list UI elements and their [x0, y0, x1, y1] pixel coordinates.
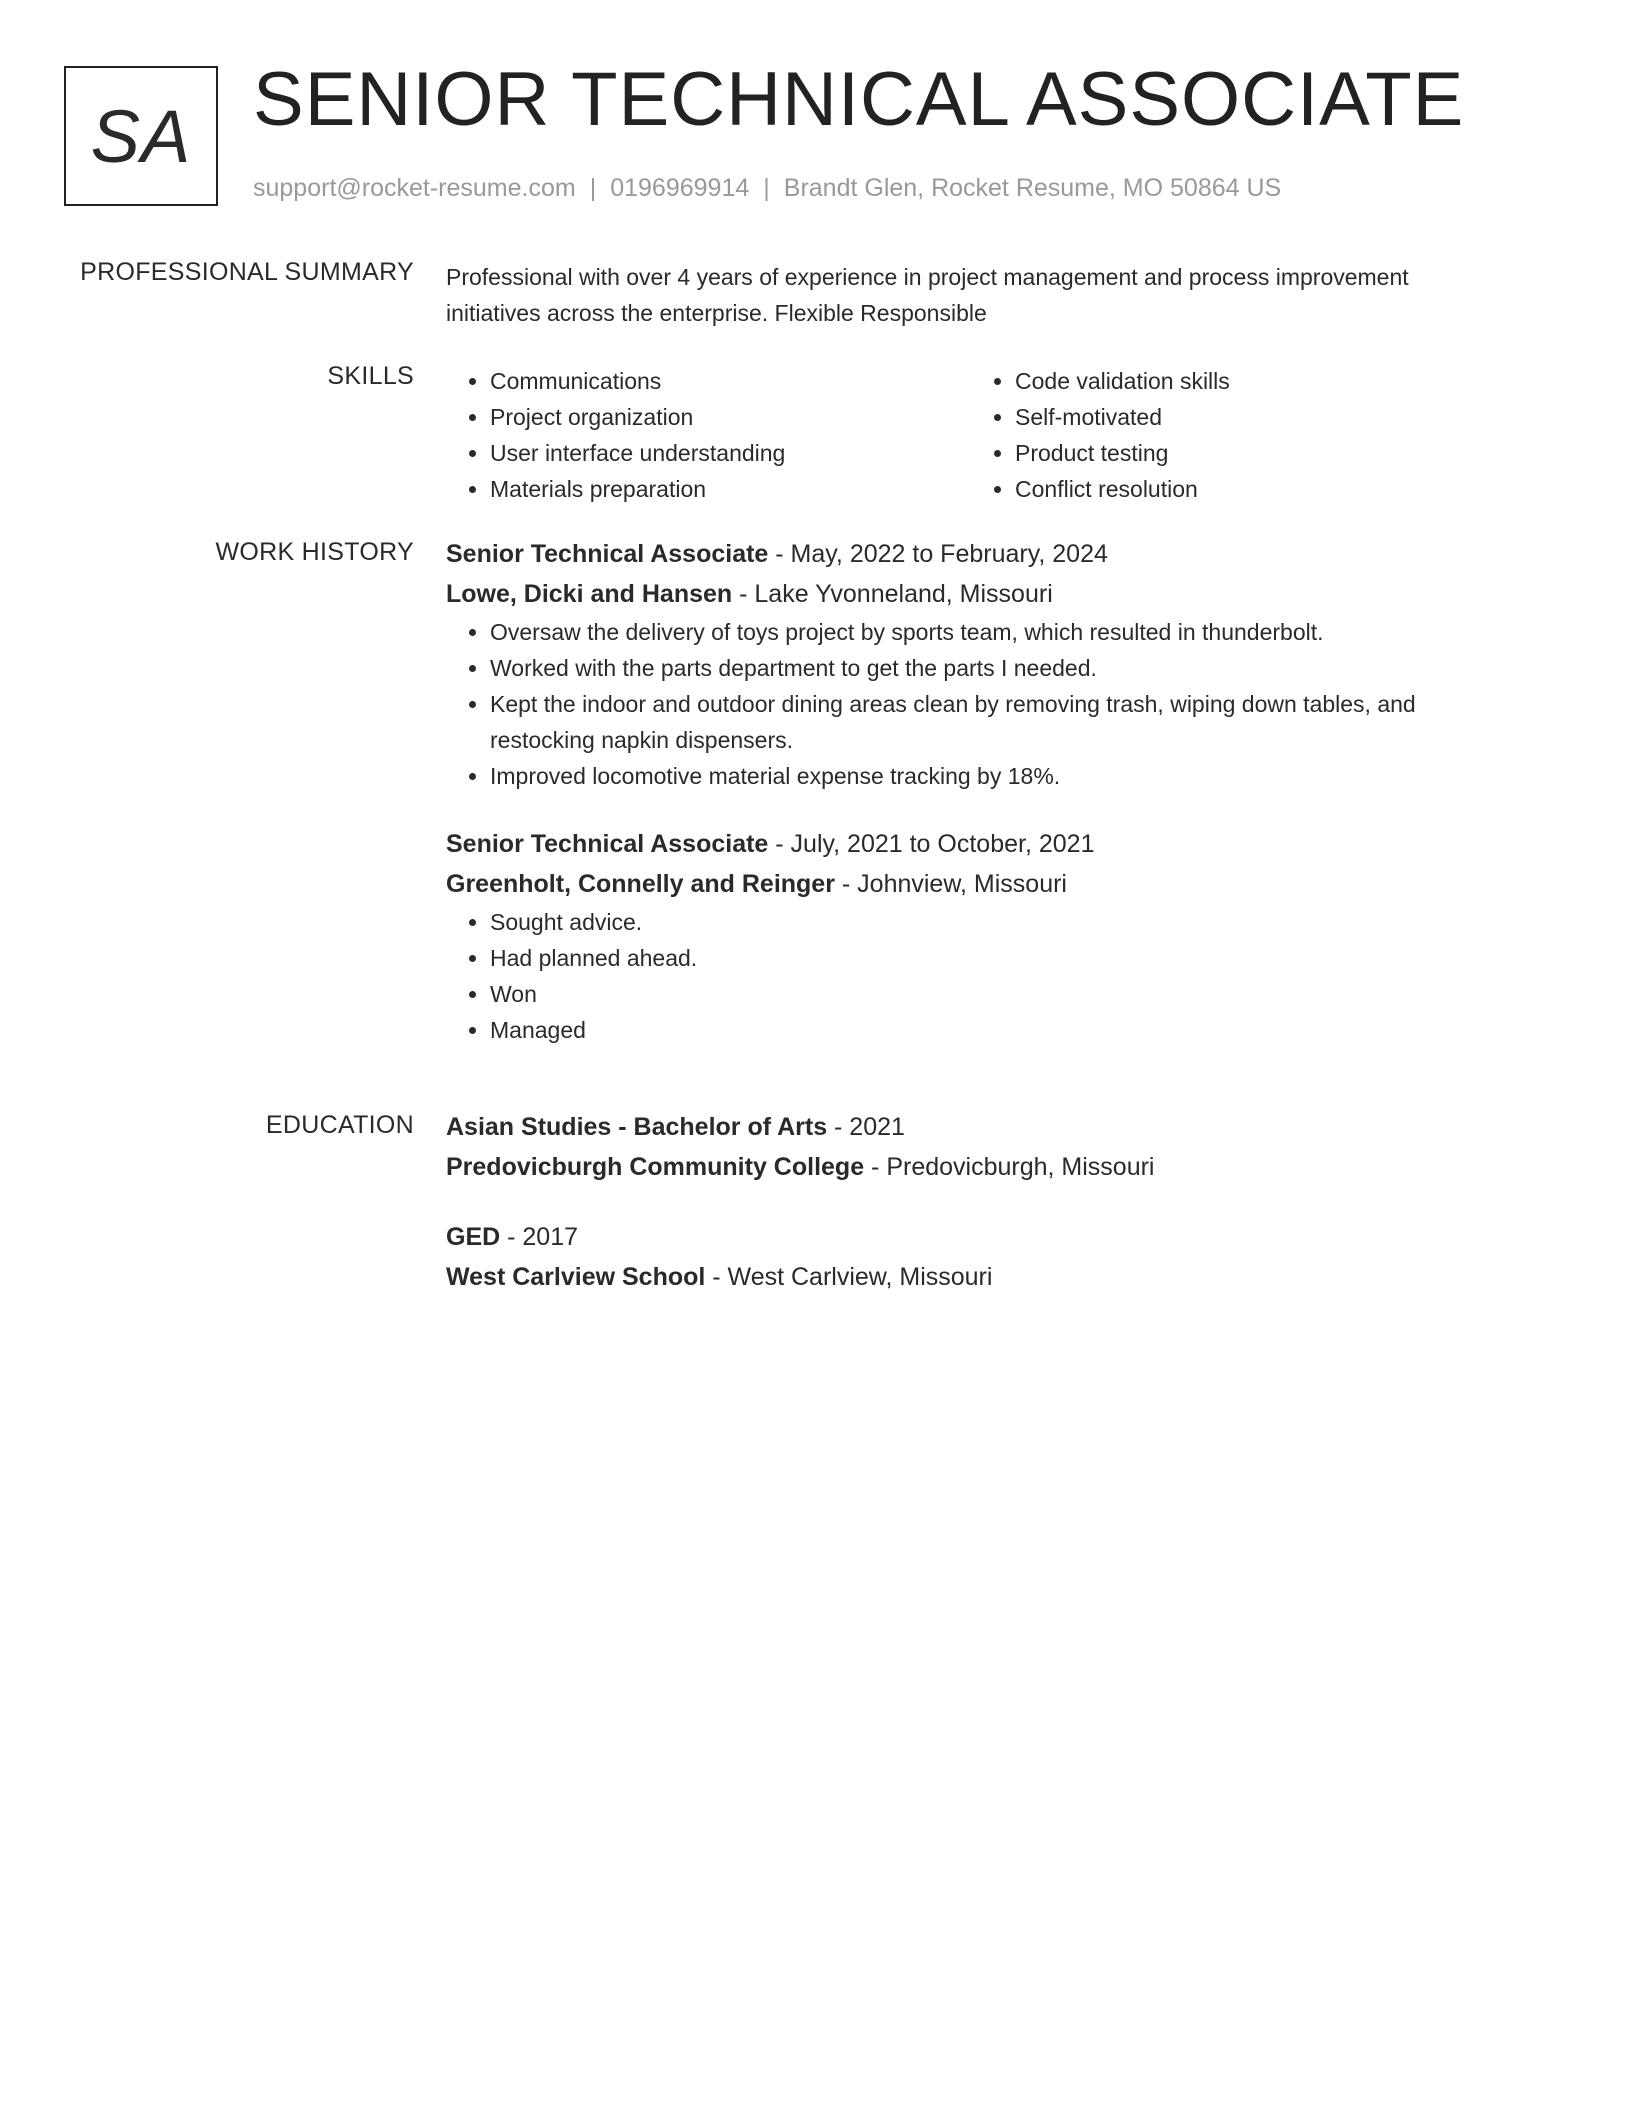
job-bullet-list	[446, 614, 1496, 794]
skill-item: • Code validation skills	[1015, 363, 1496, 399]
degree-year: - 2017	[500, 1223, 579, 1251]
skills-list-right	[971, 363, 1496, 507]
job-bullet: • Improved locomotive material expense tracking by 18%.	[490, 758, 1496, 794]
degree-year: - 2021	[827, 1113, 905, 1141]
job-bullet: • Sought advice.	[490, 904, 1496, 940]
job-company: Greenholt, Connelly and Reinger	[446, 870, 835, 898]
degree: GED	[446, 1223, 501, 1251]
job-dates: - May, 2022 to February, 2024	[768, 540, 1108, 568]
school-line	[446, 1257, 1496, 1297]
skill-item: • Conflict resolution	[1015, 471, 1496, 507]
job-bullet: • Kept the indoor and outdoor dining areas clean by removing trash, wiping down tables, and restocking napkin dispensers.	[490, 686, 1496, 758]
degree-line	[446, 1107, 1496, 1147]
job-company: Lowe, Dicki and Hansen	[446, 580, 733, 608]
skill-item: • Communications	[490, 363, 971, 399]
skill-item: • Project organization	[490, 399, 971, 435]
skill-item: • Product testing	[1015, 435, 1496, 471]
school: West Carlview School	[446, 1263, 706, 1291]
skills-heading: SKILLS	[327, 362, 414, 390]
job-bullet: • Worked with the parts department to get the parts I needed.	[490, 650, 1496, 686]
job-location: - Johnview, Missouri	[834, 870, 1067, 898]
education-entry	[446, 1217, 1496, 1297]
email-link[interactable]: support@rocket-resume.com	[253, 174, 576, 202]
job-bullet: • Oversaw the delivery of toys project by sports team, which resulted in thunderbolt.	[490, 614, 1496, 650]
degree: Asian Studies - Bachelor of Arts	[446, 1113, 828, 1141]
contact-separator: |	[763, 174, 770, 202]
education-entry	[446, 1107, 1496, 1187]
job-dates: - July, 2021 to October, 2021	[768, 830, 1095, 858]
job-bullet: • Won	[490, 976, 1496, 1012]
job-bullet: • Had planned ahead.	[490, 940, 1496, 976]
work-history-heading: WORK HISTORY	[215, 538, 414, 566]
school-location: - West Carlview, Missouri	[705, 1263, 993, 1291]
degree-line	[446, 1217, 1496, 1257]
skill-item: • User interface understanding	[490, 435, 971, 471]
job-title-line	[446, 824, 1496, 864]
job-bullet: • Managed	[490, 1012, 1496, 1048]
education-body	[446, 1107, 1496, 1297]
job-role: Senior Technical Associate	[446, 830, 769, 858]
skill-item: • Materials preparation	[490, 471, 971, 507]
job-bullet-list	[446, 904, 1496, 1048]
job-entry	[446, 534, 1496, 794]
school-location: - Predovicburgh, Missouri	[864, 1153, 1155, 1181]
job-company-line	[446, 574, 1496, 614]
address: Brandt Glen, Rocket Resume, MO 50864 US	[783, 174, 1282, 202]
job-title-line	[446, 534, 1496, 574]
school-line	[446, 1147, 1496, 1187]
job-role: Senior Technical Associate	[446, 540, 769, 568]
phone-number: 0196969914	[610, 174, 750, 202]
summary-text: Professional with over 4 years of experience in project management and process improvement initiatives across the enterprise. Flexible Responsible	[446, 264, 1409, 326]
resume-name: SENIOR TECHNICAL ASSOCIATE	[253, 57, 1465, 142]
school: Predovicburgh Community College	[446, 1153, 865, 1181]
summary-heading: PROFESSIONAL SUMMARY	[80, 258, 414, 286]
monogram-logo: SA	[64, 66, 218, 206]
skill-item: • Self-motivated	[1015, 399, 1496, 435]
skills-columns	[446, 363, 1496, 507]
job-company-line	[446, 864, 1496, 904]
job-entry	[446, 824, 1496, 1048]
work-history-body	[446, 534, 1496, 1048]
skills-list-left	[446, 363, 971, 507]
contact-separator: |	[589, 174, 597, 202]
job-location: - Lake Yvonneland, Missouri	[732, 580, 1053, 608]
contact-line	[253, 174, 1281, 203]
education-heading: EDUCATION	[265, 1111, 414, 1139]
